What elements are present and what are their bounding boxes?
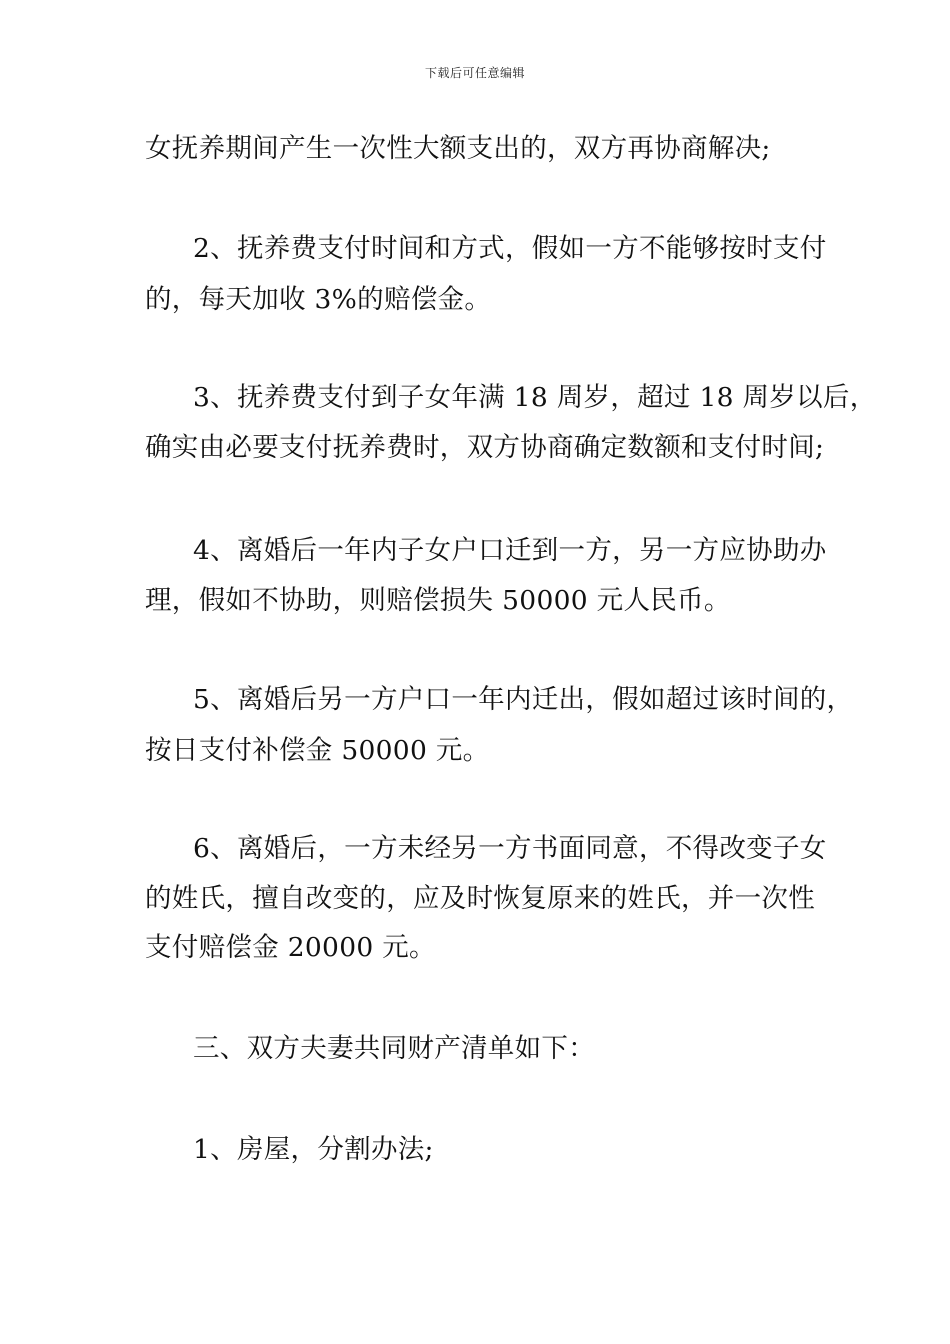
paragraph-6-line-0: 三、双方夫妻共同财产清单如下： xyxy=(193,1033,595,1064)
paragraph-3-line-0: 4、离婚后一年内子女户口迁到一方，另一方应协助办 xyxy=(193,535,827,566)
paragraph-4-line-1: 按日支付补偿金 50000 元。 xyxy=(145,735,490,766)
paragraph-2-line-0: 3、抚养费支付到子女年满 18 周岁，超过 18 周岁以后， xyxy=(193,382,877,413)
paragraph-5-line-1: 的姓氏，擅自改变的，应及时恢复原来的姓氏，并一次性 xyxy=(145,883,815,914)
paragraph-1-line-0: 2、抚养费支付时间和方式，假如一方不能够按时支付 xyxy=(193,233,827,264)
paragraph-0-line-0: 女抚养期间产生一次性大额支出的，双方再协商解决; xyxy=(145,133,771,164)
paragraph-3-line-1: 理，假如不协助，则赔偿损失 50000 元人民币。 xyxy=(145,585,731,616)
paragraph-5-line-2: 支付赔偿金 20000 元。 xyxy=(145,932,436,963)
page-header: 下载后可任意编辑 xyxy=(424,66,525,80)
paragraph-2-line-1: 确实由必要支付抚养费时，双方协商确定数额和支付时间; xyxy=(145,432,825,463)
paragraph-1-line-1: 的，每天加收 3%的赔偿金。 xyxy=(145,284,492,315)
paragraph-4-line-0: 5、离婚后另一方户口一年内迁出，假如超过该时间的， xyxy=(193,684,854,715)
paragraph-7-line-0: 1、房屋，分割办法; xyxy=(193,1134,434,1165)
paragraph-5-line-0: 6、离婚后，一方未经另一方书面同意，不得改变子女 xyxy=(193,833,827,864)
